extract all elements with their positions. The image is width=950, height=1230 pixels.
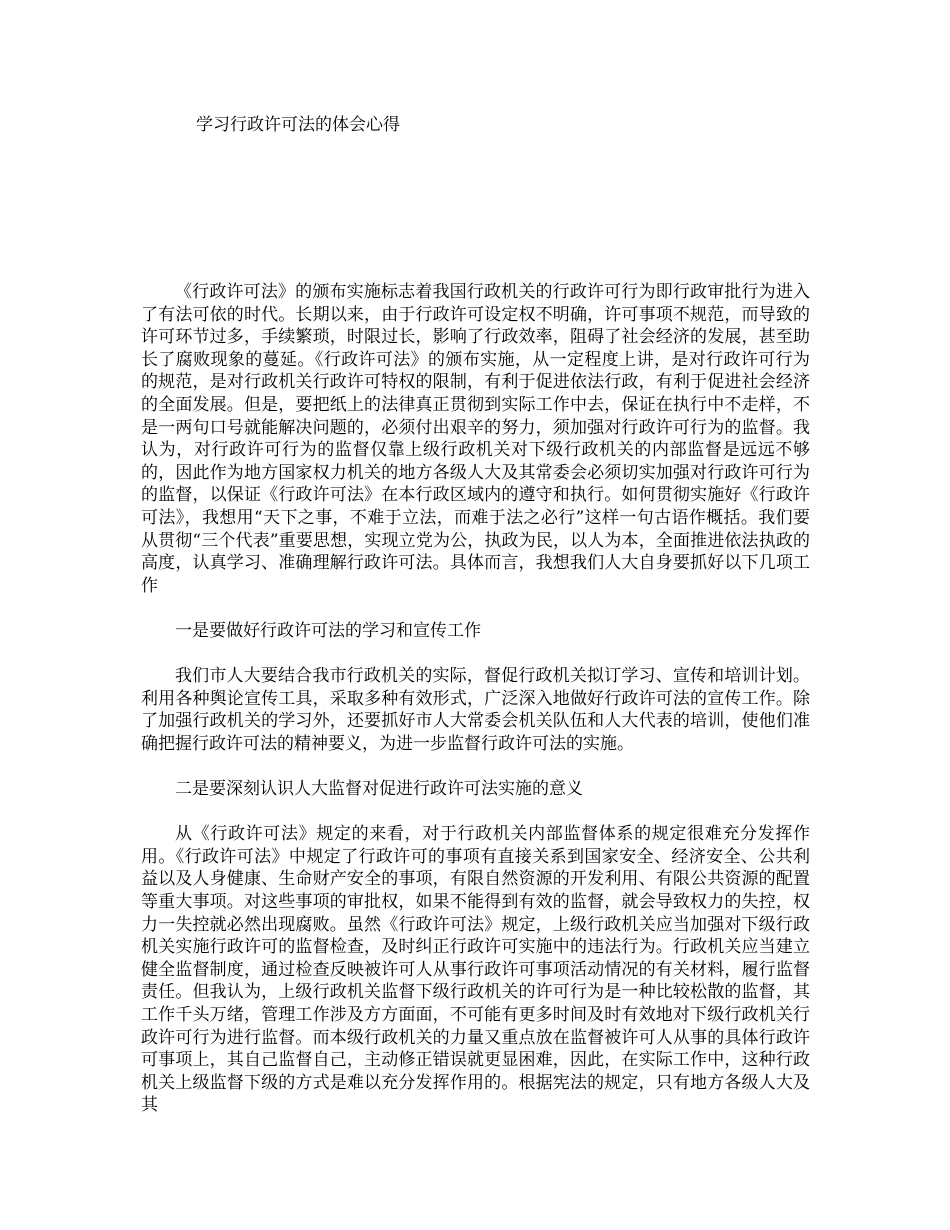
section-heading-one: 一是要做好行政许可法的学习和宣传工作 [175, 620, 481, 641]
document-title: 学习行政许可法的体会心得 [196, 115, 400, 135]
paragraph-intro: 《行政许可法》的颁布实施标志着我国行政机关的行政许可行为即行政审批行为进入了有法可依的时代。长期以来，由于行政许可设定权不明确，许可事项不规范，而导致的许可环节过多，手续繁琐，时限过长，影响了行政效率，阻碍了社会经济的发展，甚至助长了腐败现象的蔓延。《行政许可法》的颁布实施，从一定程度上讲，是对行政许可行为的规范，是对行政机关行政许可特权的限制，有利于促进依法行政，有利于促进社会经济的全面发展。但是，要把纸上的法律真正贯彻到实际工作中去，保证在执行中不走样，不是一两句口号就能解决问题的，必须付出艰辛的努力，须加强对行政许可行为的监督。我认为，对行政许可行为的监督仅靠上级行政机关对下级行政机关的内部监督是远远不够的，因此作为地方国家权力机关的地方各级人大及其常委会必须切实加强对行政许可行为的监督，以保证《行政许可法》在本行政区域内的遵守和执行。如何贯彻实施好《行政许可法》，我想用“天下之事，不难于立法，而难于法之必行”这样一句古语作概括。我们要从贯彻“三个代表”重要思想，实现立党为公，执政为民，以人为本，全面推进依法执政的高度，认真学习、准确理解行政许可法。具体而言，我想我们人大自身要抓好以下几项工作 [141, 282, 810, 596]
paragraph-spacer [141, 801, 810, 824]
section-heading-two: 二是要深刻认识人大监督对促进行政许可法实施的意义 [175, 779, 583, 800]
paragraph-section-two: 从《行政许可法》规定的来看，对于行政机关内部监督体系的规定很难充分发挥作用。《行政许可法》中规定了行政许可的事项有直接关系到国家安全、经济安全、公共利益以及人身健康、生命财产安全的事项，有限自然资源的开发利用、有限公共资源的配置等重大事项。对这些事项的审批权，如果不能得到有效的监督，就会导致权力的失控，权力一失控就必然出现腐败。虽然《行政许可法》规定，上级行政机关应当加强对下级行政机关实施行政许可的监督检查，及时纠正行政许可实施中的违法行为。行政机关应当建立健全监督制度，通过检查反映被许可人从事行政许可事项活动情况的有关材料，履行监督责任。但我认为，上级行政机关监督下级行政机关的许可行为是一种比较松散的监督，其工作千头万绪，管理工作涉及方方面面，不可能有更多时间及时有效地对下级行政机关行政许可行为进行监督。而本级行政机关的力量又重点放在监督被许可人从事的具体行政许可事项上，其自己监督自己，主动修正错误就更显困难，因此，在实际工作中，这种行政机关上级监督下级的方式是难以充分发挥作用的。根据宪法的规定，只有地方各级人大及其 [141, 824, 810, 1116]
document-body [141, 281, 810, 1117]
paragraph-spacer [141, 643, 810, 666]
paragraph-spacer [141, 755, 810, 778]
paragraph-spacer [141, 597, 810, 620]
paragraph-section-one: 我们市人大要结合我市行政机关的实际，督促行政机关拟订学习、宣传和培训计划。利用各种舆论宣传工具，采取多种有效形式，广泛深入地做好行政许可法的宣传工作。除了加强行政机关的学习外，还要抓好市人大常委会机关队伍和人大代表的培训，使他们准确把握行政许可法的精神要义，为进一步监督行政许可法的实施。 [141, 666, 810, 754]
